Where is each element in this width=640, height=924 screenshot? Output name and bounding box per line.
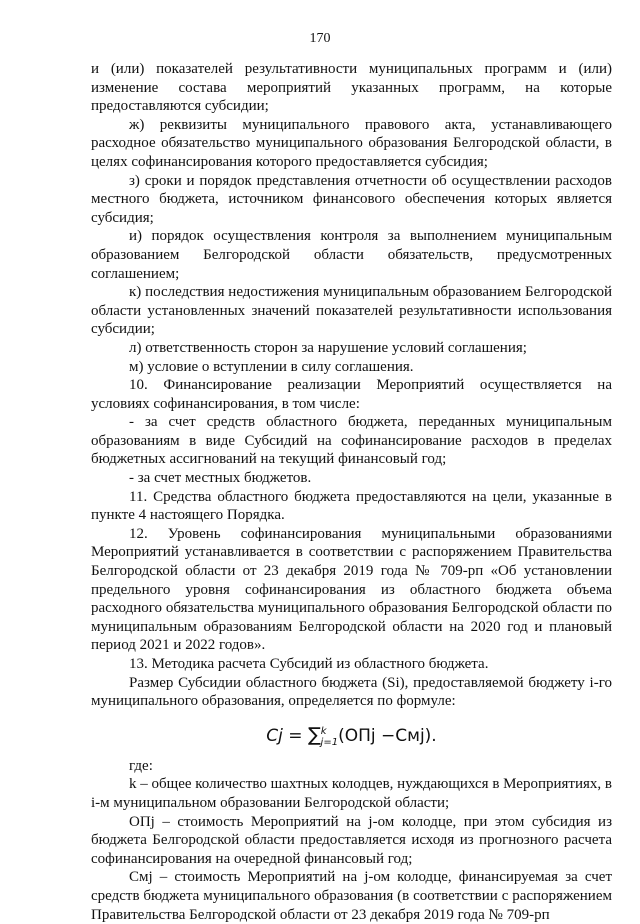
paragraph-point-12: 12. Уровень софинансирования муниципальными образованиями Мероприятий устанавливается в соответствии с распоряжением Правительства Белгородской области от 23 декабря 2019 года № 709-рп «Об установлении предельного уровня софинансирования из областного бюджета объема расходного обязательства муниципального образования Белгородской области по муниципальным образованиям Белгородской области на 2020 год и плановый период 2021 и 2022 годов». [91, 525, 612, 654]
paragraph-point-10: 10. Финансирование реализации Мероприятий осуществляется на условиях софинансирования, в том числе: [91, 377, 612, 412]
formula-sum-symbol: ∑ [307, 723, 321, 746]
document-body [91, 60, 612, 924]
paragraph-where: где: [129, 757, 153, 774]
paragraph-point-10-b: - за счет местных бюджетов. [129, 470, 312, 487]
page-number: 170 [309, 31, 331, 46]
paragraph-def-opj: ОПj – стоимость Мероприятий на j-ом колодце, при этом субсидия из бюджета Белгородской области предоставляется исходя из прогнозного расчета софинансирования на очередной финансовый год; [91, 813, 612, 867]
paragraph-item-k: к) последствия недостижения муниципальным образованием Белгородской области установленных значений показателей результативности использования субсидии; [91, 284, 612, 338]
paragraphs-top [91, 60, 612, 711]
paragraph-item-zh: ж) реквизиты муниципального правового акта, устанавливающего расходное обязательство муниципального образования Белгородской области, в целях софинансирования которого предоставляется субсидия; [91, 116, 612, 170]
paragraph-point-10-a: - за счет средств областного бюджета, переданных муниципальным образованиям в виде Субсидий на софинансирование расходов в пределах бюджетных ассигнований на текущий финансовый год; [91, 414, 612, 468]
paragraph-item-i: и) порядок осуществления контроля за выполнением муниципальным образованием Белгородской области обязательств, предусмотренных соглашением; [91, 228, 612, 282]
paragraph-point-11: 11. Средства областного бюджета предоставляются на цели, указанные в пункте 4 настоящего Порядка. [91, 488, 612, 524]
formula-body: (ОПj −Смj). [338, 725, 437, 746]
formula-sum-upper: k [320, 725, 327, 737]
paragraph-point-13: 13. Методика расчета Субсидий из областного бюджета. [129, 656, 489, 672]
paragraph-item-m: м) условие о вступлении в силу соглашения. [129, 358, 414, 375]
subsidy-formula [91, 717, 612, 747]
paragraph-def-k: k – общее количество шахтных колодцев, нуждающихся в Мероприятиях, в i-м муниципальном образовании Белгородской области; [91, 776, 612, 811]
paragraph-item-z: з) сроки и порядок представления отчетности об осуществлении расходов местного бюджета, источником финансового обеспечения которых является субсидия; [91, 172, 612, 226]
paragraph-def-smj: Смj – стоимость Мероприятий на j-ом колодце, финансируемая за счет средств бюджета муниципального образования (в соответствии с распоряжением Правительства Белгородской области от 23 декабря 2019 года № 709-рп [91, 869, 612, 923]
paragraph-cont-e: и (или) показателей результативности муниципальных программ и (или) изменение состава мероприятий указанных программ, на которые предоставляются субсидии; [91, 61, 612, 115]
paragraph-item-l: л) ответственность сторон за нарушение условий соглашения; [129, 339, 527, 356]
formula-lhs: Cj = [266, 725, 303, 746]
paragraphs-bottom [91, 757, 612, 924]
paragraph-point-13-size: Размер Субсидии областного бюджета (Si), предоставляемой бюджету i-го муниципального образования, определяется по формуле: [91, 674, 612, 710]
formula-sum-lower: j=1 [320, 736, 339, 748]
